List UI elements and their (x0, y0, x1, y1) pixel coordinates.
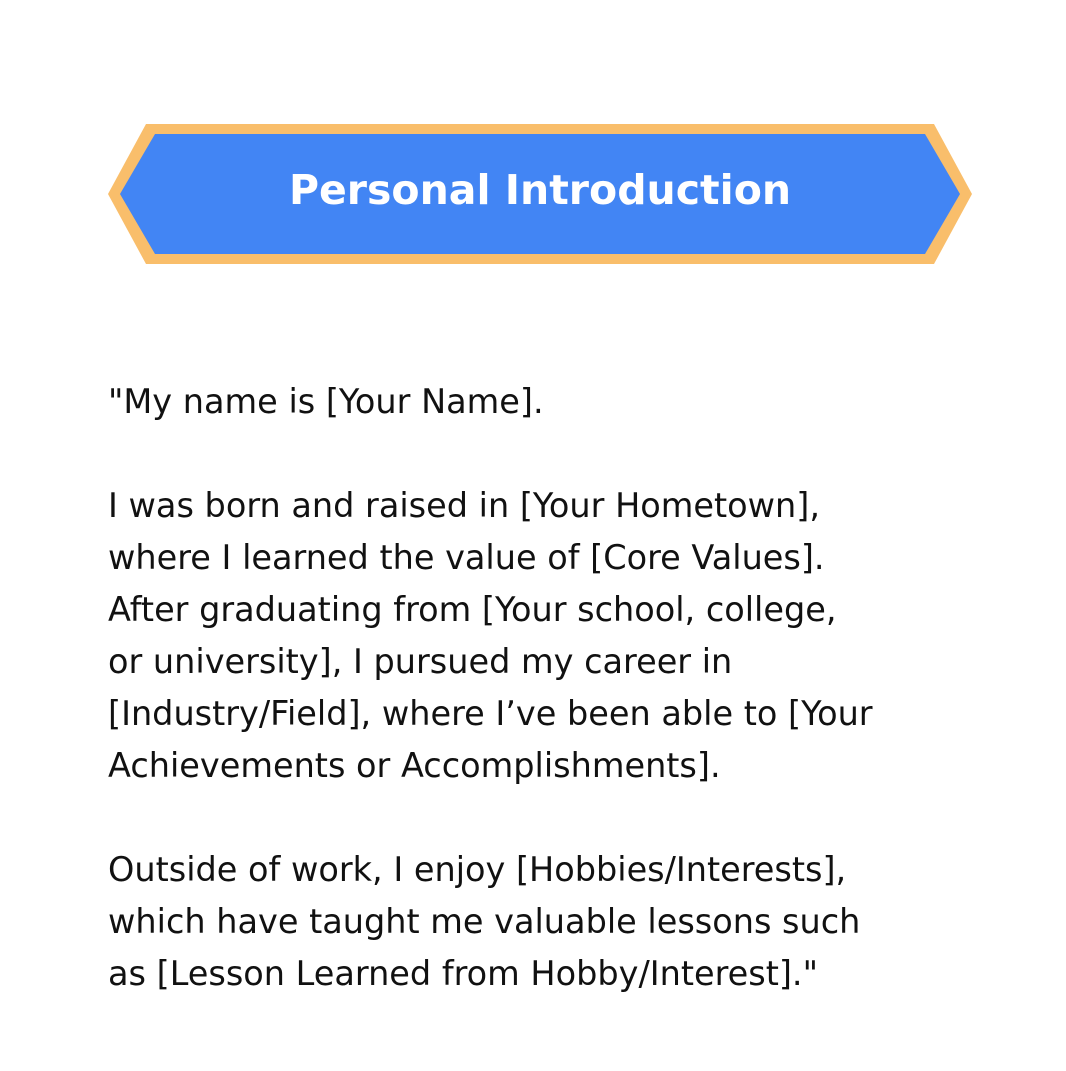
page-title: Personal Introduction (288, 166, 792, 214)
intro-paragraph-name: "My name is [Your Name]. (108, 382, 544, 421)
introduction-text (108, 376, 998, 1000)
intro-paragraph-hobbies: Outside of work, I enjoy [Hobbies/Interests], which have taught me valuable lessons such as [Lesson Learned from Hobby/Interest]." (108, 850, 861, 993)
title-banner (108, 124, 972, 264)
intro-paragraph-background: I was born and raised in [Your Hometown], where I learned the value of [Core Values]. After graduating from [Your school, college, or university], I pursued my career in [Industry/Field], where I’ve been able to [Your Achievements or Accomplishments]. (108, 486, 873, 785)
